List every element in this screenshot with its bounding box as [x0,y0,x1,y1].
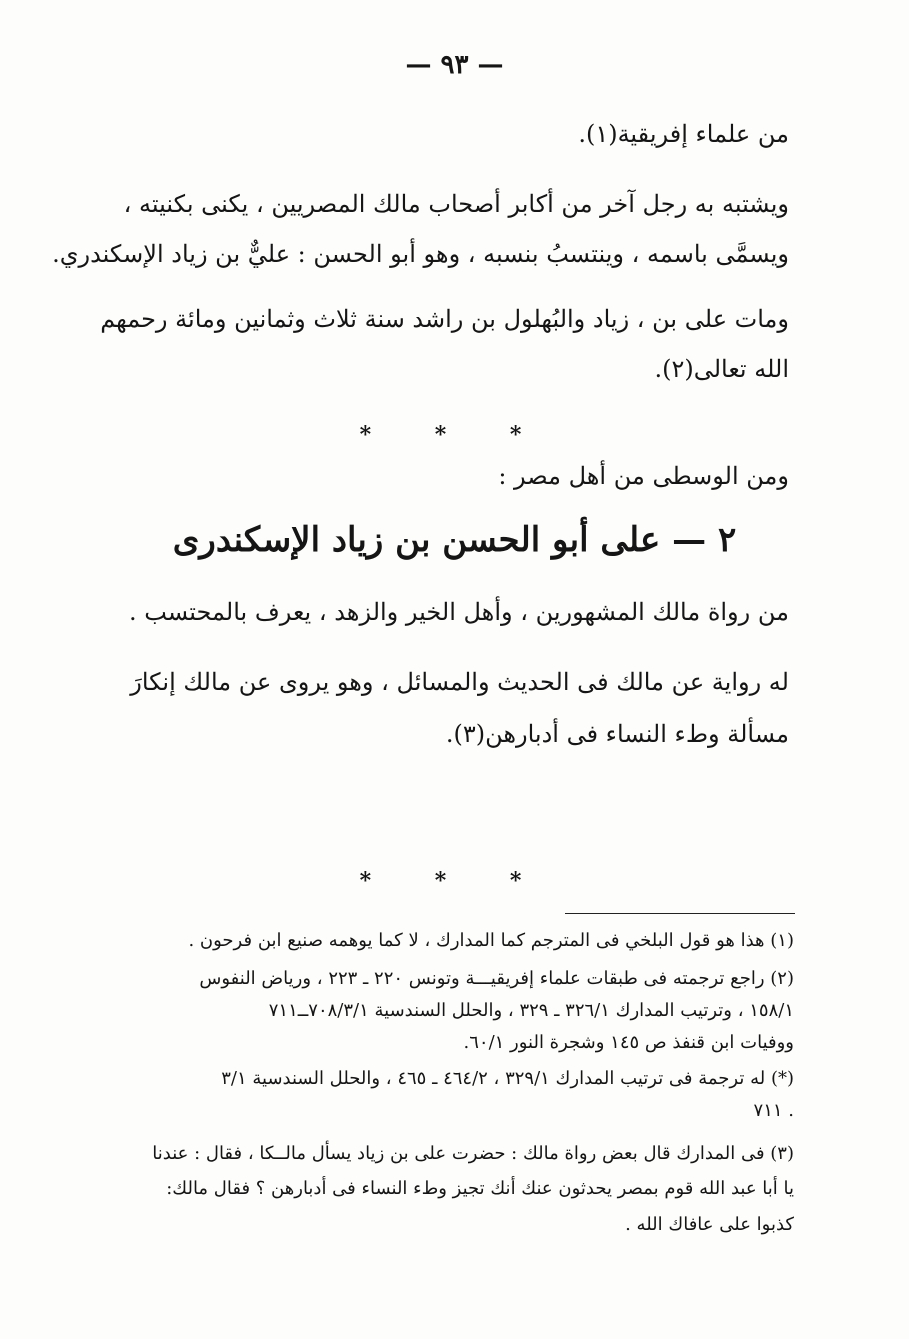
footnote-line: (١) هذا هو قول البلخي فى المترجم كما المدارك ، لا كما يوهمه صنيع ابن فرحون . [188,930,794,951]
paragraph-line: ويشتبه به رجل آخر من أكابر أصحاب مالك المصريين ، يكنى بكنيته ، [123,190,789,218]
paragraph-line: الله تعالى(٢). [654,355,789,383]
footnote-line: (٣) فى المدارك قال بعض رواة مالك : حضرت على بن زياد يسأل مالــكا ، فقال : عندنا [152,1143,794,1164]
footnote-line: يا أبا عبد الله قوم بمصر يحدثون عنك أنك تجيز وطء النساء فى أدبارهن ؟ فقال مالك: [166,1178,794,1199]
footnote-line: . ٧١١ [753,1100,794,1121]
paragraph-line: مسألة وطء النساء فى أدبارهن(٣). [445,720,789,748]
page-number: — ٩٣ — [405,50,504,80]
footnote-line: ووفيات ابن قنفذ ص ١٤٥ وشجرة النور ٦٠/١. [463,1032,794,1053]
footnote-line: (*) له ترجمة فى ترتيب المدارك ٣٢٩/١ ، ٤٦٤/٢ ـ ٤٦٥ ، والحلل السندسية ٣/١ [221,1068,794,1089]
footnote-rule [565,913,795,914]
entry-heading: ٢ — على أبو الحسن بن زياد الإسكندرى [172,520,737,560]
paragraph-line: ويسمَّى باسمه ، وينتسبُ بنسبه ، وهو أبو الحسن : عليٌّ بن زياد الإسكندري. [52,240,789,268]
intro-line: ومن الوسطى من أهل مصر : [498,462,789,490]
section-separator: * * * [359,868,550,894]
footnote-line: كذبوا على عافاك الله . [625,1214,794,1235]
footnote-line: (٢) راجع ترجمته فى طبقات علماء إفريقيـــة وتونس ٢٢٠ ـ ٢٢٣ ، ورياض النفوس [199,968,794,989]
paragraph-line: من رواة مالك المشهورين ، وأهل الخير والزهد ، يعرف بالمحتسب . [129,598,789,626]
footnote-line: ١٥٨/١ ، وترتيب المدارك ٣٢٦/١ ـ ٣٢٩ ، والحلل السندسية ٧٠٨/٣/١ــ٧١١ [268,1000,794,1021]
paragraph-line: ومات على بن ، زياد والبُهلول بن راشد سنة ثلاث وثمانين ومائة رحمهم [100,305,789,333]
paragraph-line: له رواية عن مالك فى الحديث والمسائل ، وهو يروى عن مالك إنكارَ [130,668,789,696]
section-separator: * * * [359,422,550,448]
paragraph-line: من علماء إفريقية(١). [578,120,789,148]
